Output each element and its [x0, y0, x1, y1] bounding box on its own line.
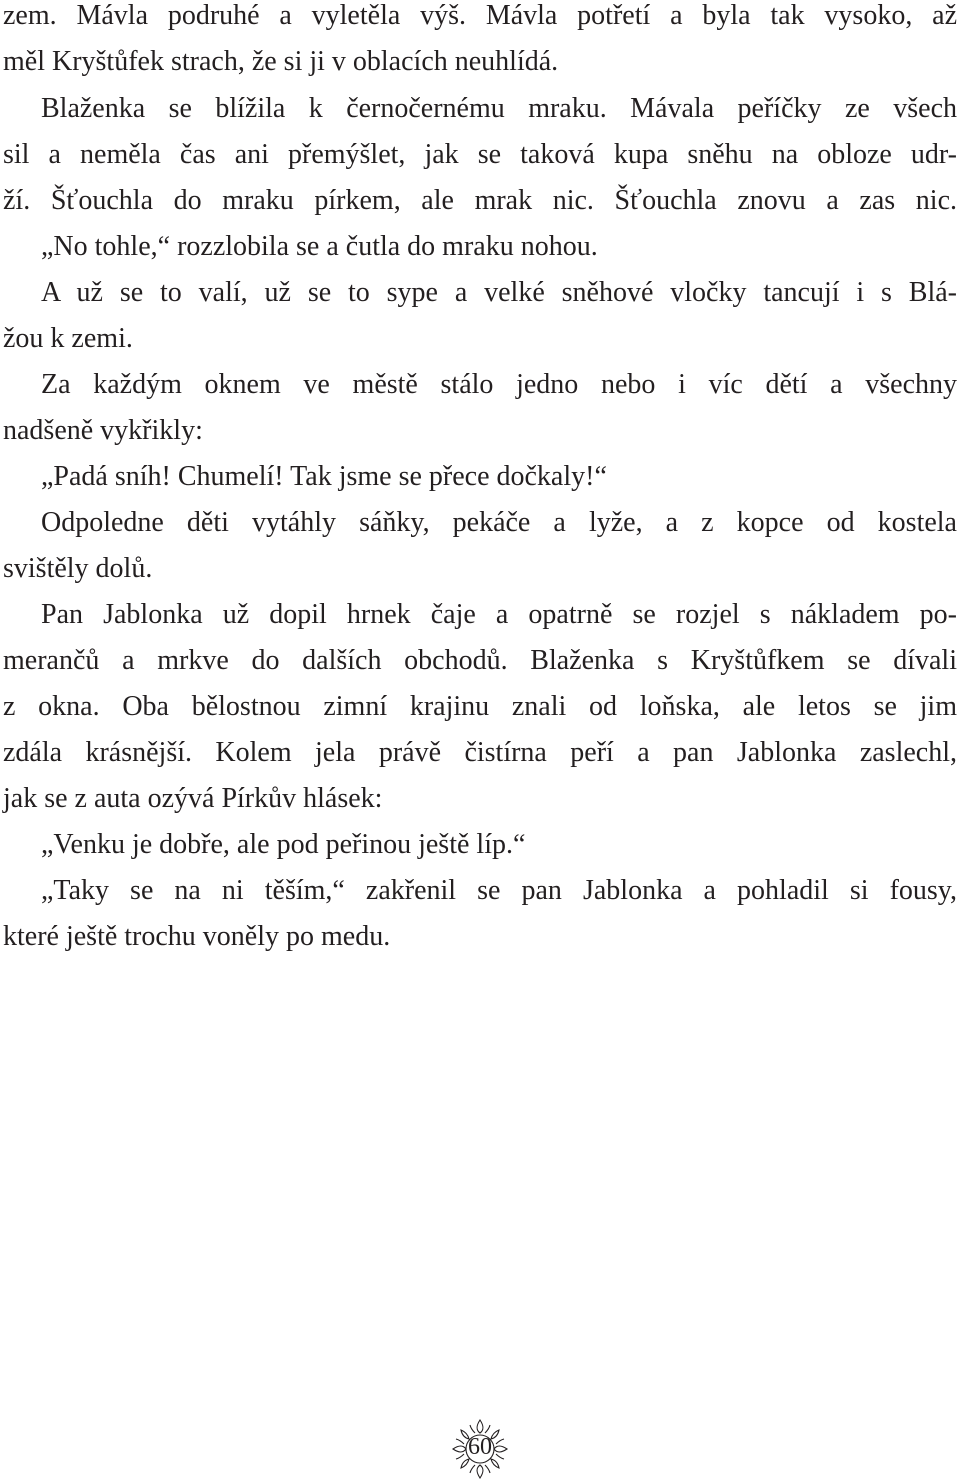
text-line: zdála krásnější. Kolem jela právě čistírna peří a pan Jablonka zaslechl, — [3, 737, 957, 768]
text-line: žou k zemi. — [3, 323, 133, 354]
text-line: A už se to valí, už se to sype a velké sněhové vločky tancují i s Blá- — [41, 277, 957, 308]
text-line: zem. Mávla podruhé a vyletěla výš. Mávla potřetí a byla tak vysoko, až — [3, 0, 957, 31]
text-line: jak se z auta ozývá Pírkův hlásek: — [3, 783, 383, 814]
text-line: Za každým oknem ve městě stálo jedno nebo i víc dětí a všechny — [41, 369, 957, 400]
text-line: „Taky se na ni těším,“ zakřenil se pan Jablonka a pohladil si fousy, — [41, 875, 957, 906]
text-line: které ještě trochu voněly po medu. — [3, 921, 391, 952]
text-line: nadšeně vykřikly: — [3, 415, 203, 446]
text-line: „Venku je dobře, ale pod peřinou ještě líp.“ — [41, 829, 526, 860]
text-line: Odpoledne děti vytáhly sáňky, pekáče a lyže, a z kopce od kostela — [41, 507, 957, 538]
text-line: „No tohle,“ rozzlobila se a čutla do mraku nohou. — [41, 231, 598, 262]
text-line: Blaženka se blížila k černočernému mraku. Mávala peříčky ze všech — [41, 93, 957, 124]
page-number — [449, 1418, 511, 1480]
text-line: sil a neměla čas ani přemýšlet, jak se taková kupa sněhu na obloze udr- — [3, 139, 957, 170]
text-line: z okna. Oba bělostnou zimní krajinu znali od loňska, ale letos se jim — [3, 691, 957, 722]
text-line: svištěly dolů. — [3, 553, 153, 584]
text-line: „Padá sníh! Chumelí! Tak jsme se přece dočkaly!“ — [41, 461, 607, 492]
text-line: merančů a mrkve do dalších obchodů. Blaženka s Kryštůfkem se dívali — [3, 645, 957, 676]
text-line: měl Kryštůfek strach, že si ji v oblacích neuhlídá. — [3, 46, 559, 77]
page-number-label: 60 — [468, 1434, 492, 1460]
text-line: ží. Šťouchla do mraku pírkem, ale mrak nic. Šťouchla znovu a zas nic. — [3, 185, 957, 216]
text-line: Pan Jablonka už dopil hrnek čaje a opatrně se rozjel s nákladem po- — [41, 599, 957, 630]
